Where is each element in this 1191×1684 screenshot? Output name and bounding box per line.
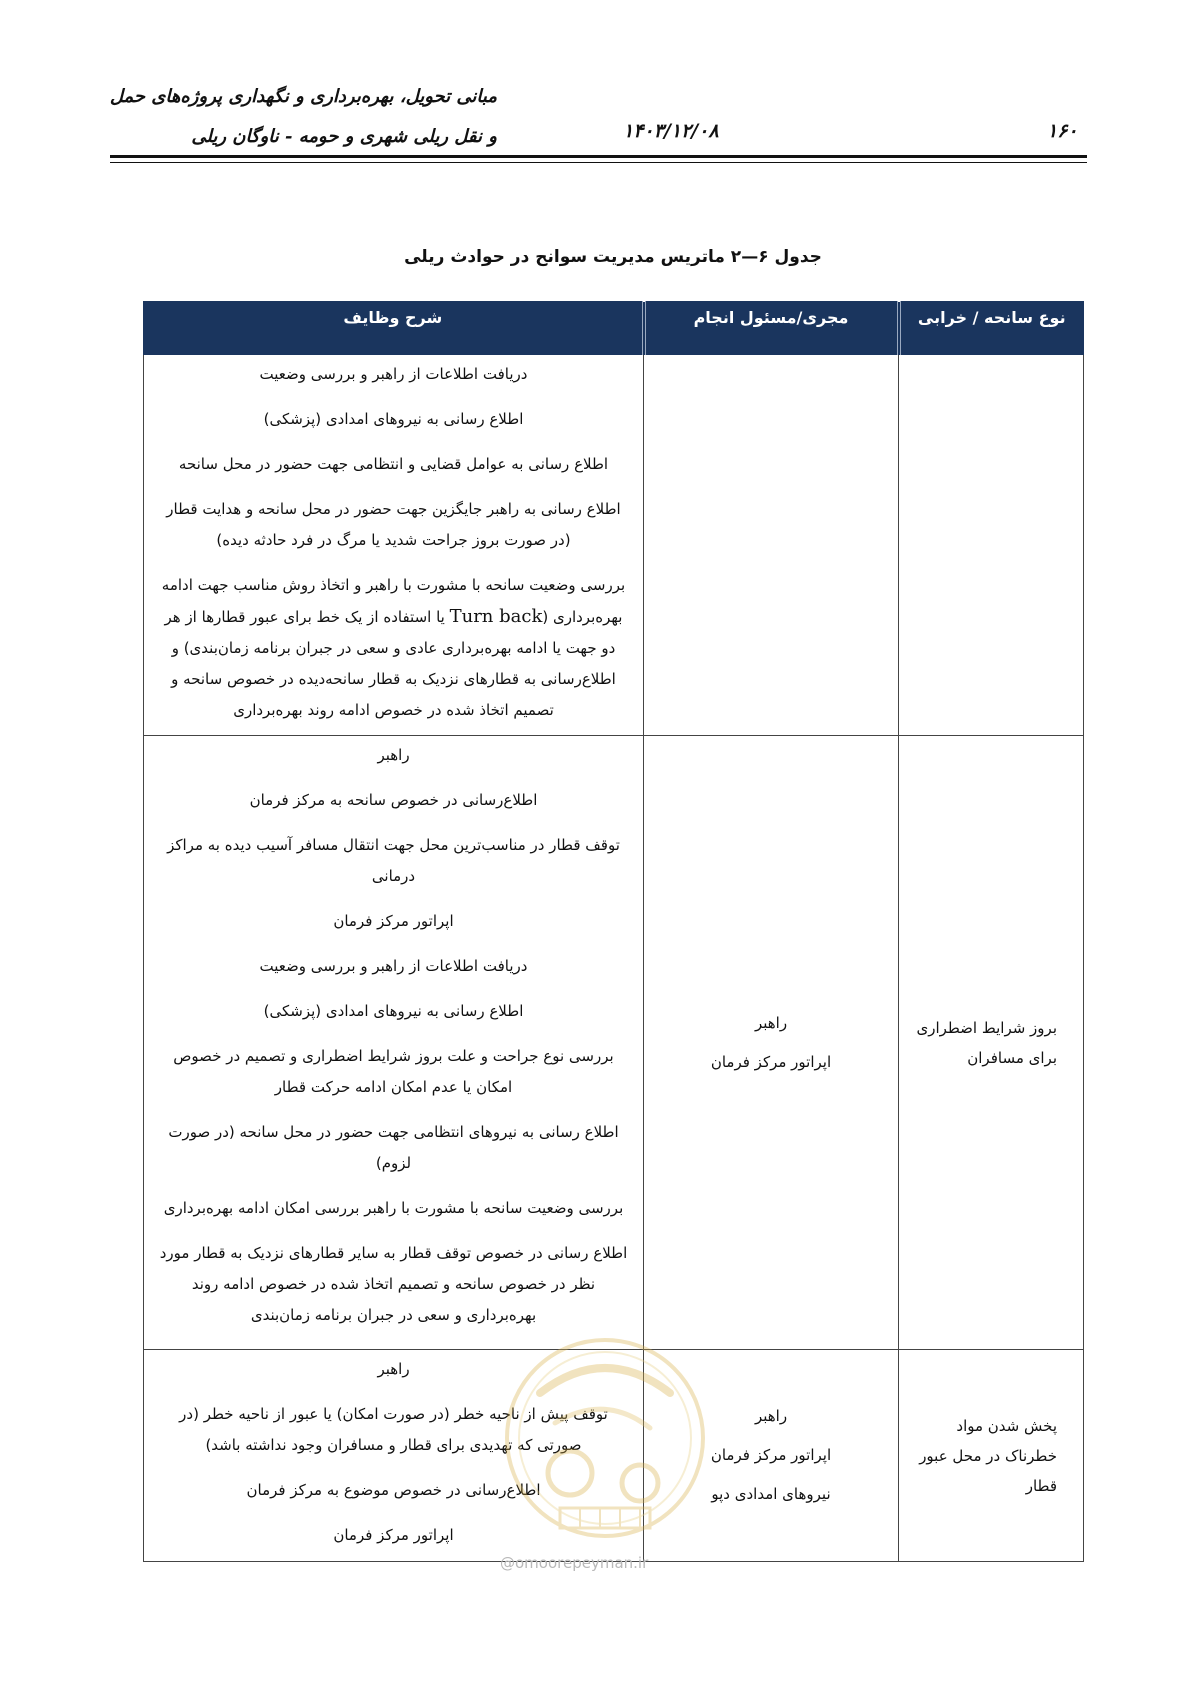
executor-item: اپراتور مرکز فرمان	[710, 1052, 832, 1071]
duty-line: اطلاع رسانی به نیروهای امدادی (پزشکی)	[263, 410, 524, 428]
duty-line: توقف پیش از ناحیه خطر (در صورت امکان) یا عبور از ناحیه خطر (در صورتی که تهدیدی برای قطار و مسافران وجود نداشته باشد)	[179, 1405, 608, 1454]
table-caption: جدول ۶—۲ ماتریس مدیریت سوانح در حوادث ریلی	[404, 247, 822, 267]
table-row	[144, 355, 1084, 736]
duty-line: بررسی نوع جراحت و علت بروز شرایط اضطراری و تصمیم در خصوص امکان یا عدم امکان ادامه حرکت قطار	[173, 1047, 614, 1096]
page-number: ۱۶۰	[1047, 120, 1078, 142]
table-row	[144, 1350, 1084, 1562]
description-cell	[144, 1350, 644, 1562]
executor-item: اپراتور مرکز فرمان	[710, 1446, 832, 1464]
incident-type-cell: بروز شرایط اضطراری برای مسافران	[899, 736, 1084, 1350]
header-incident-type: نوع سانحه / خرابی	[899, 302, 1084, 355]
duty-line: اطلاع‌رسانی در خصوص سانحه به مرکز فرمان	[249, 791, 538, 809]
incident-type-cell	[899, 355, 1084, 736]
table-header-row	[144, 302, 1084, 355]
header-description: شرح وظایف	[144, 302, 644, 355]
incident-type-cell: پخش شدن مواد خطرناک در محل عبور قطار	[899, 1350, 1084, 1562]
duty-line: دریافت اطلاعات از راهبر و بررسی وضعیت	[259, 957, 528, 975]
duty-role-label: راهبر	[377, 1360, 410, 1378]
duty-line: بررسی وضعیت سانحه با مشورت با راهبر و اتخاذ روش مناسب جهت ادامه بهره‌برداری (Turn back یا استفاده از یک خط برای عبور قطارها از هر دو جهت یا ادامه بهره‌برداری عادی و سعی در جبران برنامه زمان‌بندی) و اطلاع‌رسانی به قطارهای نزدیک به قطار سانحه‌دیده در خصوص سانحه و تصمیم اتخاذ شده در خصوص ادامه روند بهره‌برداری	[161, 576, 626, 719]
executor-item: راهبر	[754, 1013, 788, 1032]
turn-back-term: Turn back	[449, 606, 543, 627]
header-rule-thick	[110, 155, 1087, 158]
header-title-line2: و نقل ریلی شهری و حومه - ناوگان ریلی	[191, 126, 497, 147]
duty-line: اطلاع‌رسانی در خصوص موضوع به مرکز فرمان	[246, 1481, 541, 1499]
duty-role-label: راهبر	[377, 746, 410, 764]
executor-item: راهبر	[754, 1407, 788, 1425]
duty-line: اطلاع رسانی به عوامل قضایی و انتظامی جهت حضور در محل سانحه	[178, 455, 609, 473]
description-cell	[144, 736, 644, 1350]
duty-line: اطلاع رسانی در خصوص توقف قطار به سایر قطارهای نزدیک به قطار مورد نظر در خصوص سانحه و تصمیم اتخاذ شده در خصوص ادامه روند بهره‌برداری و سعی در جبران برنامه زمان‌بندی	[159, 1244, 628, 1324]
executor-cell	[644, 1350, 899, 1562]
executor-cell	[644, 355, 899, 736]
header-date: ۱۴۰۳/۱۲/۰۸	[623, 120, 719, 142]
duty-role-label: اپراتور مرکز فرمان	[333, 1526, 454, 1544]
duty-line: توقف قطار در مناسب‌ترین محل جهت انتقال مسافر آسیب دیده به مراکز درمانی	[167, 836, 620, 885]
header-executor: مجری/مسئول انجام	[644, 302, 899, 355]
duty-line: دریافت اطلاعات از راهبر و بررسی وضعیت	[259, 365, 528, 383]
watermark-url: @omoorepeyman.ir	[500, 1554, 649, 1572]
header-title-line1: مبانی تحویل، بهره‌برداری و نگهداری پروژه‌های حمل	[109, 86, 497, 107]
duty-line: بررسی وضعیت سانحه با مشورت با راهبر بررسی امکان ادامه بهره‌برداری	[163, 1199, 624, 1217]
table-row	[144, 736, 1084, 1350]
header-rule-thin	[110, 162, 1087, 163]
duty-line: اطلاع رسانی به راهبر جایگزین جهت حضور در محل سانحه و هدایت قطار (در صورت بروز جراحت شدید یا مرگ در فرد حادثه دیده)	[166, 500, 621, 549]
duty-role-label: اپراتور مرکز فرمان	[333, 912, 454, 930]
executor-item: نیروهای امدادی دپو	[711, 1485, 831, 1503]
duty-line: اطلاع رسانی به نیروهای انتظامی جهت حضور در محل سانحه (در صورت لزوم)	[168, 1123, 619, 1172]
description-cell	[144, 355, 644, 736]
incident-matrix-table	[143, 301, 1084, 1562]
executor-cell	[644, 736, 899, 1350]
duty-line: اطلاع رسانی به نیروهای امدادی (پزشکی)	[263, 1002, 524, 1020]
